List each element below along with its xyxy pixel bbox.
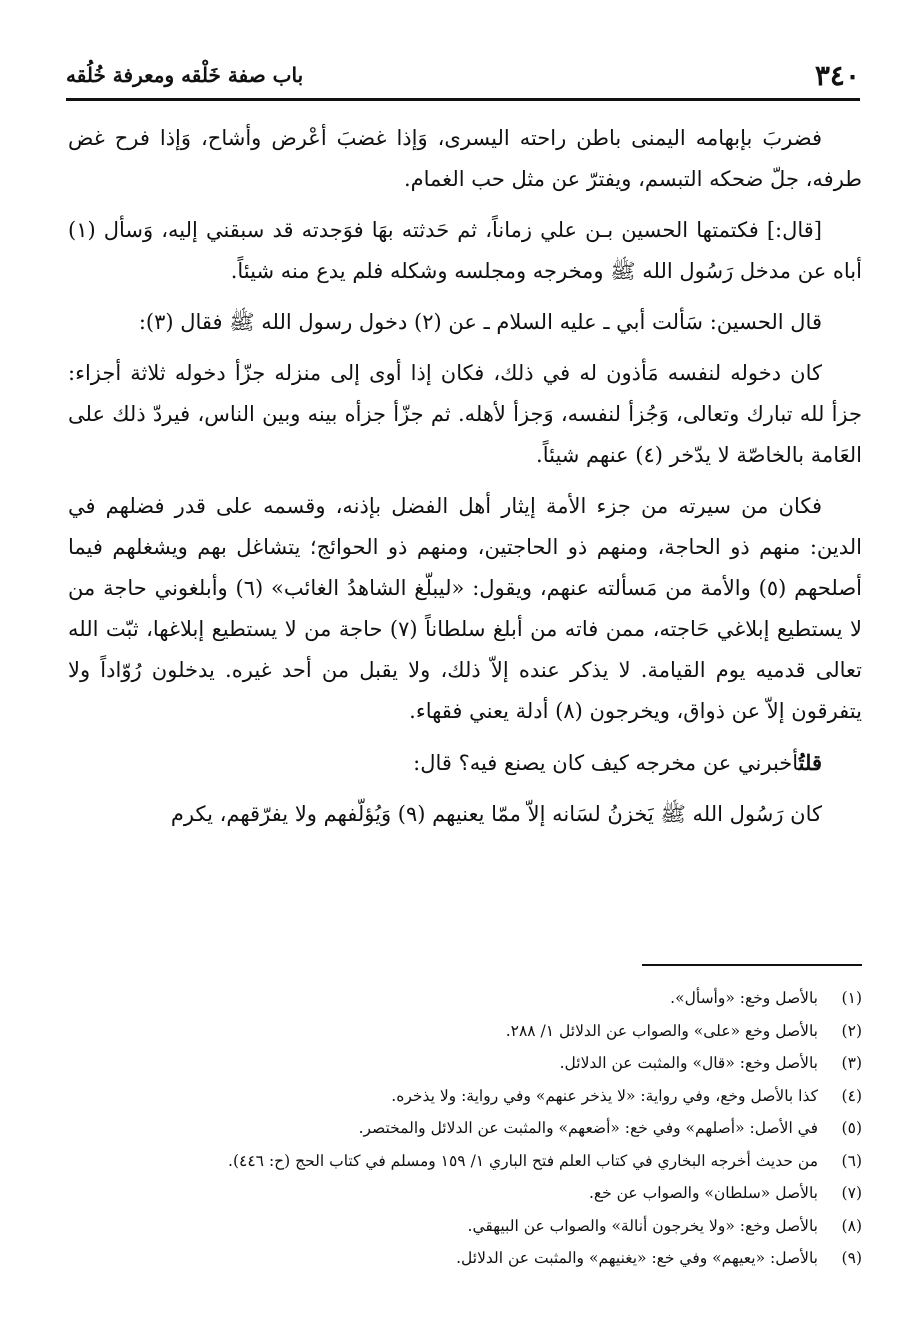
footnote-number: (٢) — [841, 1021, 862, 1040]
paragraph — [68, 486, 862, 732]
footnote-text: بالأصل: «يعيهم» وفي خع: «يغنيهم» والمثبت عن الدلائل. — [456, 1249, 818, 1267]
footnote-text: بالأصل «سلطان» والصواب عن خع. — [588, 1184, 818, 1202]
footnote-number: (٣) — [841, 1054, 862, 1072]
paragraph — [68, 794, 862, 835]
footnote — [110, 1015, 862, 1048]
paragraph-text: أخبرني عن مخرجه كيف كان يصنع فيه؟ قال: — [413, 751, 799, 775]
paragraph-text: [قال:] فكتمتها الحسين بـن علي زماناً، ثم حَدثته بهَا فوَجدته قد سبقني إليه، وَسأل (١) أباه عن مدخل رَسُول الله ﷺ ومخرجه ومجلسه وشكله فلم يدع منه شيئاً. — [68, 218, 862, 283]
footnote-number: (٦) — [841, 1151, 862, 1170]
paragraph — [68, 353, 862, 476]
page-number: ٣٤٠ — [814, 58, 860, 92]
footnote — [110, 1242, 862, 1275]
running-title: باب صفة خَلْقه ومعرفة خُلُقه — [66, 63, 304, 87]
footnote — [110, 1177, 862, 1210]
footnote — [110, 1112, 862, 1145]
footnote-text: في الأصل: «أصلهم» وفي خع: «أضعهم» والمثبت عن الدلائل والمختصر. — [358, 1119, 818, 1137]
paragraph-text: فكان من سيرته من جزء الأمة إيثار أهل الفضل بإذنه، وقسمه على قدر فضلهم في الدين: منهم ذو الحاجة، ومنهم ذو الحاجتين، ومنهم ذو الحوائج؛ يتشاغل بهم ويشغلهم فيما أصلحهم (٥) والأمة من مَسألته عنهم، ويقول: «ليبلّغ الشاهدُ الغائب» (٦) وأبلغوني حاجة من لا يستطيع إبلاغي حَاجته، ممن فاته من أبلغ سلطاناً (٧) حاجة من لا يستطيع إبلاغها، ثبّت الله تعالى قدميه يوم القيامة. لا يذكر عنده إلاّ ذلك، ولا يقبل من أحد غيره. يدخلون رُوّاداً ولا يتفرقون إلاّ عن ذواق، ويخرجون (٨) أدلة يعني فقهاء. — [68, 494, 862, 723]
paragraph-text: فضربَ بإبهامه اليمنى باطن راحته اليسرى، وَإذا غضبَ أعْرض وأشاح، وَإذا فرح غض طرفه، جلّ ضحكه التبسم، ويفترّ عن مثل حب الغمام. — [68, 126, 862, 191]
footnote — [110, 982, 862, 1015]
paragraph-text: قال الحسين: سَألت أبي ـ عليه السلام ـ عن (٢) دخول رسول الله ﷺ فقال (٣): — [138, 310, 822, 334]
paragraph — [68, 742, 862, 784]
footnote — [110, 1047, 862, 1080]
paragraph-text: كان رَسُول الله ﷺ يَخزنُ لسَانه إلاّ ممّا يعنيهم (٩) وَيُؤلّفهم ولا يفرّقهم، يكرم — [170, 802, 822, 826]
paragraph-text: كان دخوله لنفسه مَأذون له في ذلك، فكان إذا أوى إلى منزله جزّأ دخوله ثلاثة أجزاء: جزأ لله تبارك وتعالى، وَجُزأ لنفسه، وَجزأ لأهله. ثم جزّأ جزأه بينه وبين الناس، فيردّ ذلك على العَامة بالخاصّة لا يدّخر (٤) عنهم شيئاً. — [68, 361, 862, 467]
footnote-text: بالأصل وخع: «وأسأل». — [670, 989, 818, 1007]
page-header — [66, 52, 860, 101]
footnote — [110, 1080, 862, 1113]
footnote-number: (٨) — [841, 1216, 862, 1235]
footnote-number: (١) — [841, 989, 862, 1007]
footnote-text: بالأصل وخع «على» والصواب عن الدلائل ١/ ٢٨٨. — [505, 1021, 818, 1040]
footnote-number: (٤) — [841, 1086, 862, 1105]
main-text — [68, 118, 862, 845]
footnotes — [110, 982, 862, 1275]
footnote-text: بالأصل وخع: «ولا يخرجون أنالة» والصواب عن البيهقي. — [467, 1216, 818, 1235]
footnote-number: (٧) — [841, 1184, 862, 1202]
footnote-separator — [642, 964, 862, 966]
footnote-number: (٥) — [841, 1119, 862, 1137]
paragraph — [68, 118, 862, 200]
footnote — [110, 1145, 862, 1178]
paragraph — [68, 210, 862, 292]
footnote — [110, 1210, 862, 1243]
footnote-number: (٩) — [841, 1249, 862, 1267]
footnote-text: من حديث أخرجه البخاري في كتاب العلم فتح الباري ١/ ١٥٩ ومسلم في كتاب الحج (ح: ٤٤٦). — [228, 1151, 818, 1170]
paragraph — [68, 302, 862, 343]
paragraph-lead: قلتُ — [798, 750, 822, 775]
footnote-text: كذا بالأصل وخع، وفي رواية: «لا يذخر عنهم» وفي رواية: ولا يذخره. — [391, 1086, 818, 1105]
footnote-text: بالأصل وخع: «قال» والمثبت عن الدلائل. — [559, 1054, 818, 1072]
